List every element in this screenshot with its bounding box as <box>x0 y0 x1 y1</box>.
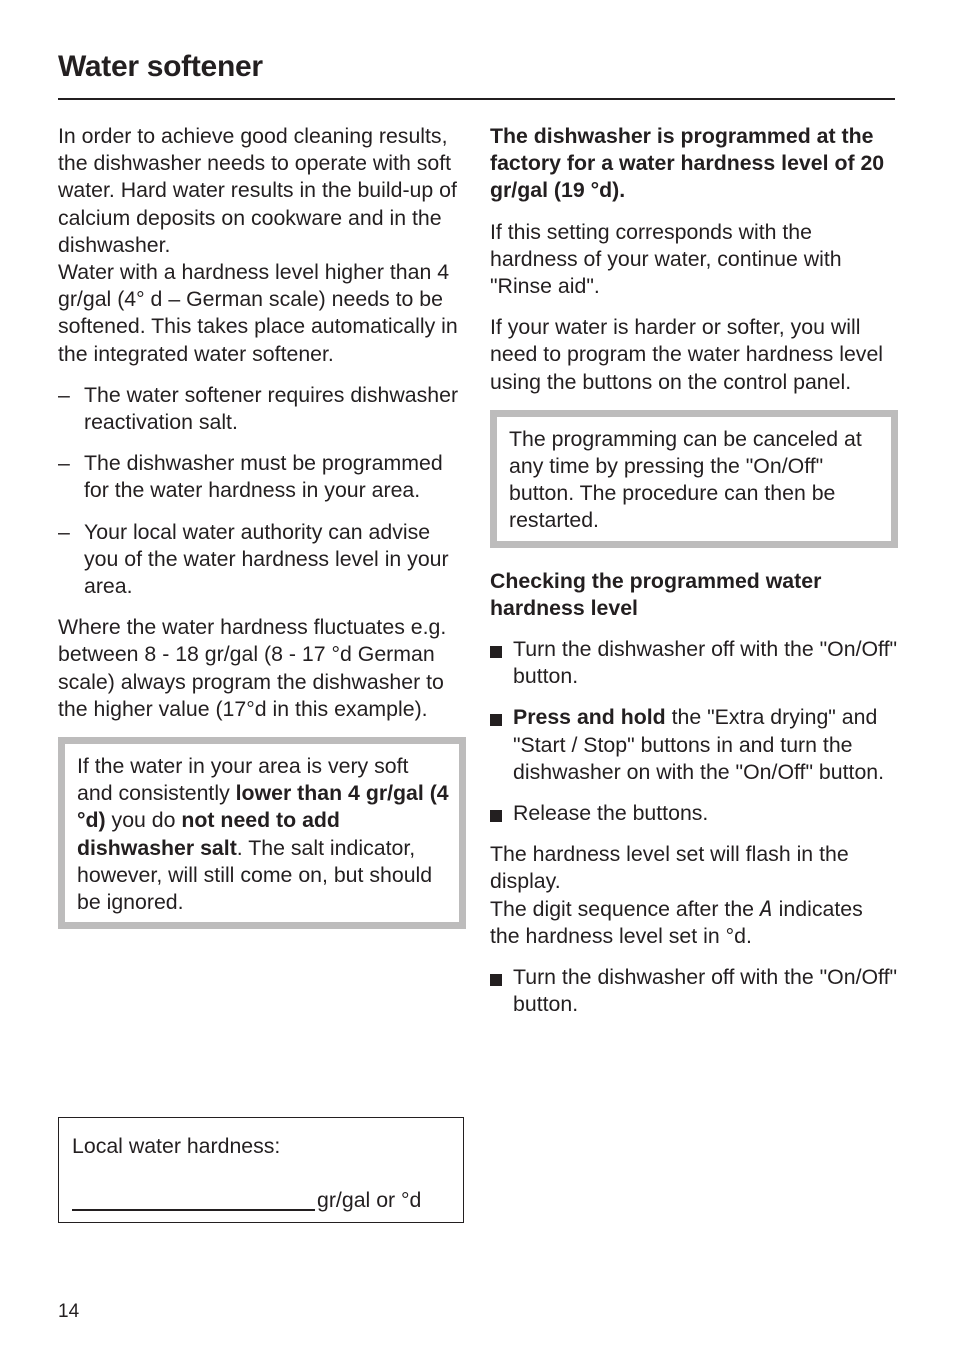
factory-setting-paragraph: The dishwasher is programmed at the factory for a water hardness level of 20 gr/gal (19 °d). <box>490 124 885 203</box>
list-item <box>490 704 898 786</box>
soft-water-note <box>58 737 466 929</box>
note-text: . The salt indicator, however, will still come on, but should be ignored. <box>77 835 433 915</box>
fill-in-line <box>72 1209 315 1211</box>
digit-text: indicates the hardness level set in °d. <box>490 896 863 948</box>
dash-marker: – <box>58 519 70 544</box>
list-item <box>490 964 898 1018</box>
check-hardness-heading: Checking the programmed water hardness level <box>490 568 822 620</box>
fluctuation-paragraph: Where the water hardness fluctuates e.g. between 8 - 18 gr/gal (8 - 17 °d German scale) always program the dishwasher to the higher value (17°d in this example). <box>58 615 447 721</box>
note-text: you do <box>105 808 182 833</box>
off-step-list <box>490 964 898 1018</box>
step-text: Turn the dishwasher off with the "On/Off" button. <box>513 965 898 1017</box>
note-text: The programming can be canceled at any time by pressing the "On/Off" button. The procedure can then be restarted. <box>509 426 862 533</box>
hardness-paragraph: Water with a hardness level higher than 4 gr/gal (4° d – German scale) needs to be softened. This takes place automatically in the integrated water softener. <box>58 260 458 366</box>
digit-text: The digit sequence after the <box>490 896 760 921</box>
note-bold-text: lower than 4 gr/gal (4 °d) <box>77 781 449 833</box>
right-column <box>490 123 898 1032</box>
list-item <box>58 382 466 436</box>
local-hardness-label: Local water hardness: <box>72 1134 281 1158</box>
note-text: If the water in your area is very soft and consistently <box>77 754 409 806</box>
list-item-text: The water softener requires dishwasher reactivation salt. <box>84 382 459 435</box>
square-bullet-icon <box>490 646 502 658</box>
intro-paragraph: In order to achieve good cleaning results, the dishwasher needs to operate with soft water. Hard water results in the build-up of calcium deposits on cookware and in the dishwasher. <box>58 124 457 257</box>
flash-paragraph: The hardness level set will flash in the display. <box>490 842 849 894</box>
list-item <box>490 636 898 690</box>
list-item <box>490 800 898 827</box>
list-item-text: Your local water authority can advise you of the water hardness level in your area. <box>84 519 449 599</box>
step-bold-text: Press and hold <box>513 705 666 730</box>
list-item <box>58 450 466 504</box>
title-rule <box>58 98 895 100</box>
step-text: Turn the dishwasher off with the "On/Off" button. <box>513 637 898 689</box>
dash-marker: – <box>58 382 70 407</box>
step-text: the "Extra drying" and "Start / Stop" buttons in and turn the dishwasher on with the "On/Off" button. <box>513 705 885 784</box>
page-number: 14 <box>58 1301 80 1322</box>
left-column <box>58 123 466 949</box>
square-bullet-icon <box>490 714 502 726</box>
cancel-note <box>490 410 898 548</box>
display-a-symbol: A <box>759 896 773 922</box>
note-bold-text: not need to add dishwasher salt <box>77 808 340 860</box>
harder-softer-paragraph: If your water is harder or softer, you will need to program the water hardness level using the buttons on the control panel. <box>490 315 884 394</box>
list-item-text: The dishwasher must be programmed for the water hardness in your area. <box>84 451 443 503</box>
step-text: Release the buttons. <box>513 801 709 826</box>
square-bullet-icon <box>490 810 502 822</box>
requirements-list <box>58 382 466 600</box>
list-item <box>58 519 466 601</box>
local-hardness-box <box>58 1117 464 1223</box>
digit-paragraph <box>490 896 898 950</box>
square-bullet-icon <box>490 974 502 986</box>
corresponds-paragraph: If this setting corresponds with the hardness of your water, continue with "Rinse aid". <box>490 219 842 299</box>
page-title: Water softener <box>58 50 263 83</box>
check-steps-list <box>490 636 898 827</box>
dash-marker: – <box>58 451 70 476</box>
hardness-unit: gr/gal or °d <box>317 1188 422 1212</box>
